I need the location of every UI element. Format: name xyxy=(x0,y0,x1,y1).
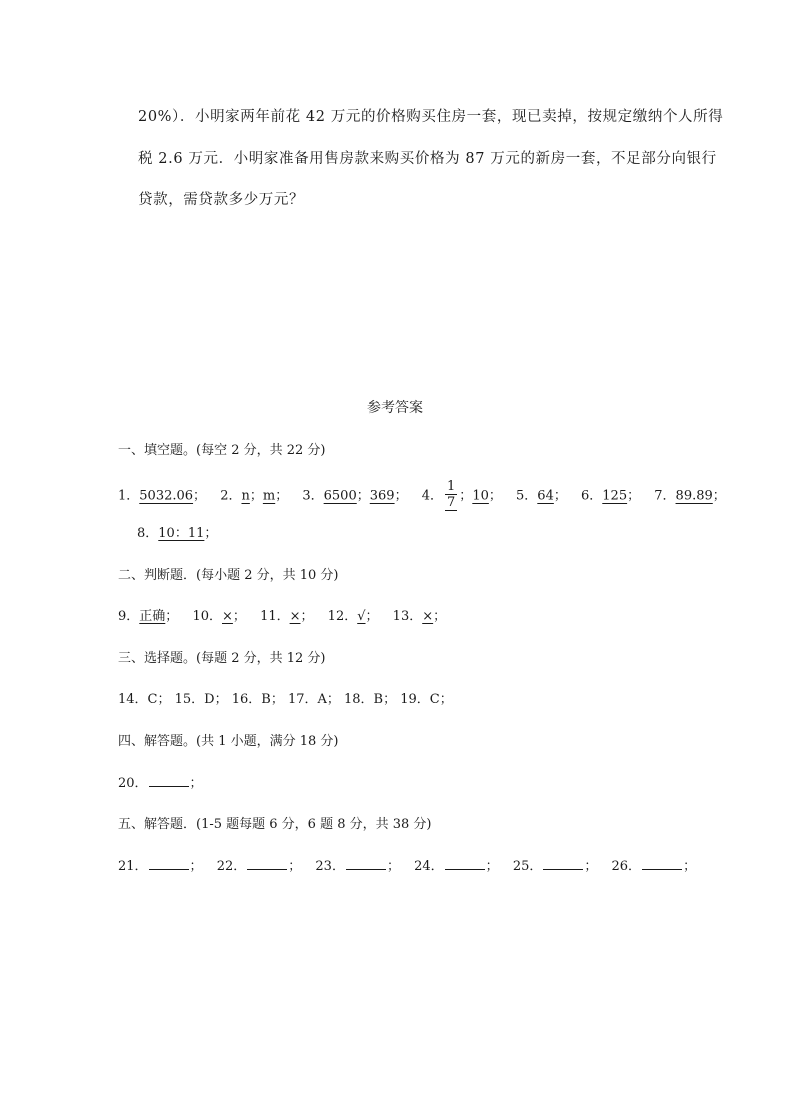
answer-blank xyxy=(445,857,485,870)
answer-key-title: 参考答案 xyxy=(367,400,423,416)
answer-blank xyxy=(149,774,189,787)
answer-blank xyxy=(247,857,287,870)
answer-blank xyxy=(149,857,189,870)
answer-blank xyxy=(543,857,583,870)
section-2-heading: 二、判断题．(每小题 2 分，共 10 分) xyxy=(118,568,339,583)
section-5-heading: 五、解答题．(1-5 题每题 6 分，6 题 8 分，共 38 分) xyxy=(118,817,432,832)
section-1-heading: 一、填空题。(每空 2 分，共 22 分) xyxy=(118,443,326,458)
section-2-answers: 9．正确； 10．×； 11．×； 12．√； 13．×； xyxy=(118,609,447,624)
problem-line-1: 20%）．小明家两年前花 42 万元的价格购买住房一套，现已卖掉，按规定缴纳个人所得 xyxy=(138,109,724,125)
section-1-answers: 1．5032.06； 2．n；m； 3．6500；369； 4． $\frac{1}{7}$ ；10； 5．64； 6．125； 7．89.89； xyxy=(118,479,726,510)
section-4-answers: 20． ； xyxy=(118,776,203,791)
section-3-answers: 14．C； 15．D； 16．B； 17．A； 18．B； 19．C； xyxy=(118,692,453,707)
problem-line-3: 贷款，需贷款多少万元？ xyxy=(138,192,305,208)
section-1-answers-cont: 8．10：11； xyxy=(137,526,218,541)
section-4-heading: 四、解答题。(共 1 小题，满分 18 分) xyxy=(118,734,339,749)
section-3-heading: 三、选择题。(每题 2 分，共 12 分) xyxy=(118,651,326,666)
answer-blank xyxy=(346,857,386,870)
answer-blank xyxy=(642,857,682,870)
problem-line-2: 税 2.6 万元．小明家准备用售房款来购买价格为 87 万元的新房一套，不足部分向银行 xyxy=(138,151,717,167)
section-5-answers: 21． ； 22． ； 23． ； 24． ； 25． ； 26． ； xyxy=(118,859,697,874)
fraction-one-seventh: $\frac{1}{7}$ xyxy=(447,479,456,510)
